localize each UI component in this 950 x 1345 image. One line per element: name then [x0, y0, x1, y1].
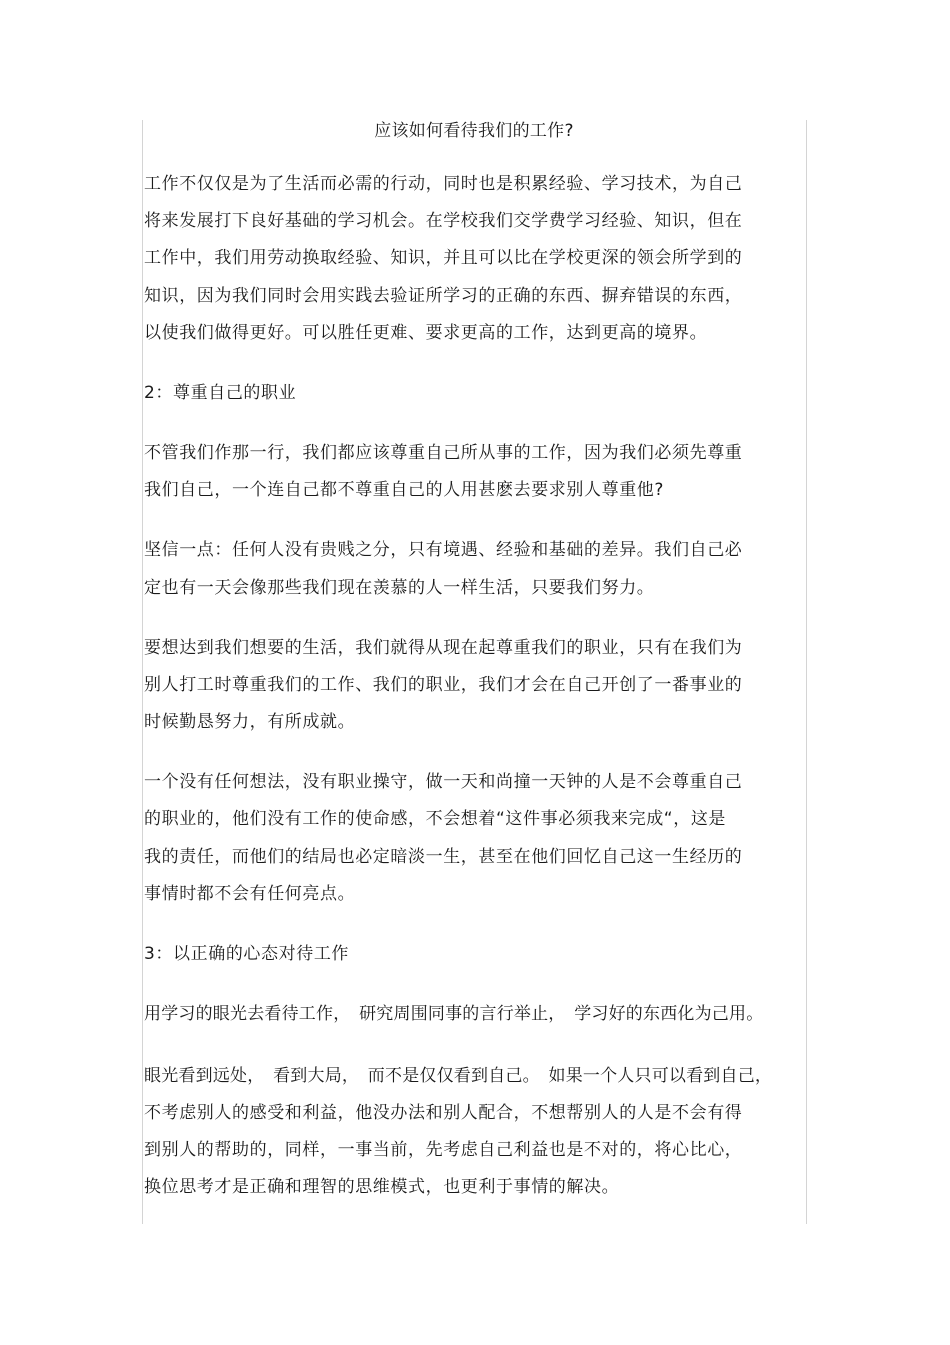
- paragraph-line: 将来发展打下良好基础的学习机会。在学校我们交学费学习经验、知识，但在: [144, 211, 743, 231]
- section-heading: 3：以正确的心态对待工作: [144, 944, 350, 964]
- paragraph-line: 坚信一点：任何人没有贵贱之分，只有境遇、经验和基础的差异。我们自己必: [144, 540, 743, 560]
- paragraph-line: 不管我们作那一行，我们都应该尊重自己所从事的工作，因为我们必须先尊重: [144, 443, 743, 463]
- left-margin-rule: [142, 120, 143, 1224]
- paragraph-line: 知识，因为我们同时会用实践去验证所学习的正确的东西、摒弃错误的东西，: [144, 286, 743, 306]
- right-margin-rule: [806, 120, 807, 1224]
- paragraph-line: 不考虑别人的感受和利益，他没办法和别人配合，不想帮别人的人是不会有得: [144, 1103, 743, 1123]
- paragraph-line: 我的责任，而他们的结局也必定暗淡一生，甚至在他们回忆自己这一生经历的: [144, 847, 743, 867]
- section-heading: 2：尊重自己的职业: [144, 383, 297, 403]
- paragraph-line: 以使我们做得更好。可以胜任更难、要求更高的工作，达到更高的境界。: [144, 323, 708, 343]
- paragraph-line: 要想达到我们想要的生活，我们就得从现在起尊重我们的职业，只有在我们为: [144, 638, 743, 658]
- paragraph-line: 一个没有任何想法，没有职业操守，做一天和尚撞一天钟的人是不会尊重自己: [144, 772, 743, 792]
- paragraph-line: 事情时都不会有任何亮点。: [144, 884, 356, 904]
- paragraph-line: 我们自己，一个连自己都不尊重自己的人用甚麽去要求别人尊重他?: [144, 480, 665, 500]
- paragraph-line: 时候勤恳努力，有所成就。: [144, 712, 356, 732]
- paragraph-line: 换位思考才是正确和理智的思维模式，也更利于事情的解决。: [144, 1177, 620, 1197]
- paragraph-line: 定也有一天会像那些我们现在羡慕的人一样生活，只要我们努力。: [144, 578, 655, 598]
- paragraph-line: 的职业的，他们没有工作的使命感，不会想着“这件事必须我来完成“，这是: [144, 809, 727, 829]
- paragraph-line: 工作中，我们用劳动换取经验、知识，并且可以比在学校更深的领会所学到的: [144, 248, 743, 268]
- page-title: 应该如何看待我们的工作?: [374, 121, 574, 141]
- paragraph-line: 别人打工时尊重我们的工作、我们的职业，我们才会在自己开创了一番事业的: [144, 675, 743, 695]
- paragraph-line: 到别人的帮助的，同样，一事当前，先考虑自己利益也是不对的，将心比心，: [144, 1140, 743, 1160]
- paragraph-line: 工作不仅仅是为了生活而必需的行动，同时也是积累经验、学习技术，为自己: [144, 174, 743, 194]
- paragraph-line: 眼光看到远处， 看到大局， 而不是仅仅看到自己。 如果一个人只可以看到自己，: [144, 1066, 773, 1086]
- paragraph-line: 用学习的眼光去看待工作， 研究周围同事的言行举止， 学习好的东西化为己用。: [144, 1004, 764, 1024]
